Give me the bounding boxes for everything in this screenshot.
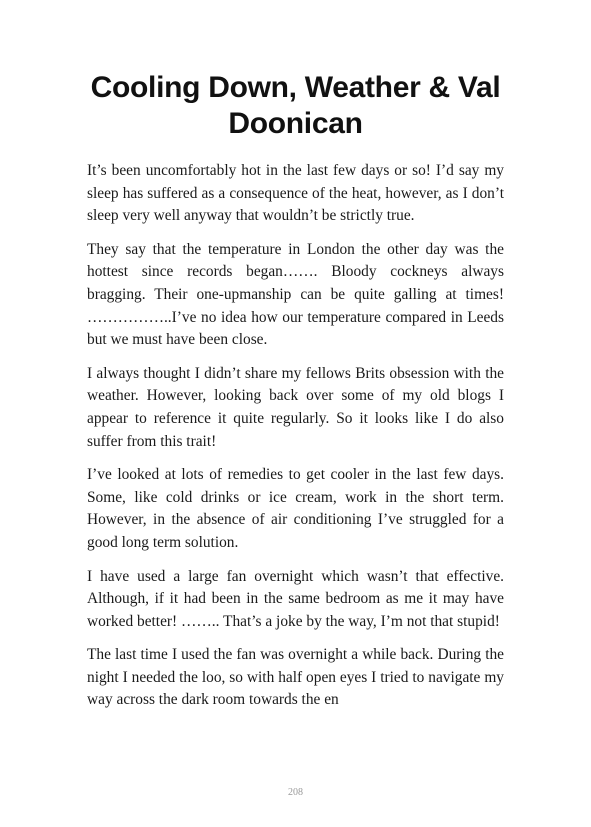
- paragraph-4: I’ve looked at lots of remedies to get cooler in the last few days. Some, like cold drinks or ice cream, work in the short term. However, in the absence of air conditioning I’ve struggled for a good long term solution.: [87, 466, 504, 551]
- paragraph-6: The last time I used the fan was overnight a while back. During the night I needed the loo, so with half open eyes I tried to navigate my way across the dark room towards the en: [87, 646, 504, 709]
- paragraph-5: I have used a large fan overnight which wasn’t that effective. Although, if it had been in the same bedroom as me it may have worked better! …….. That’s a joke by the way, I’m not that stupid!: [87, 567, 504, 630]
- paragraph-3: I always thought I didn’t share my fellows Brits obsession with the weather. However, looking back over some of my old blogs I appear to reference it quite regularly. So it looks like I do also suffer from this trait!: [87, 364, 504, 450]
- body-text: [87, 160, 504, 723]
- paragraph-1: It’s been uncomfortably hot in the last few days or so! I’d say my sleep has suffered as a consequence of the heat, however, as I don’t sleep very well anyway that wouldn’t be strictly true.: [87, 162, 504, 225]
- paragraph-2: They say that the temperature in London the other day was the hottest since records began……. Bloody cockneys always bragging. Their one-upmanship can be quite galling at times! ……………..I’ve no idea how our temperature compared in Leeds but we must have been close.: [87, 240, 504, 349]
- page-title: Cooling Down, Weather & Val Doonican: [90, 71, 501, 140]
- page-number: 208: [288, 787, 303, 798]
